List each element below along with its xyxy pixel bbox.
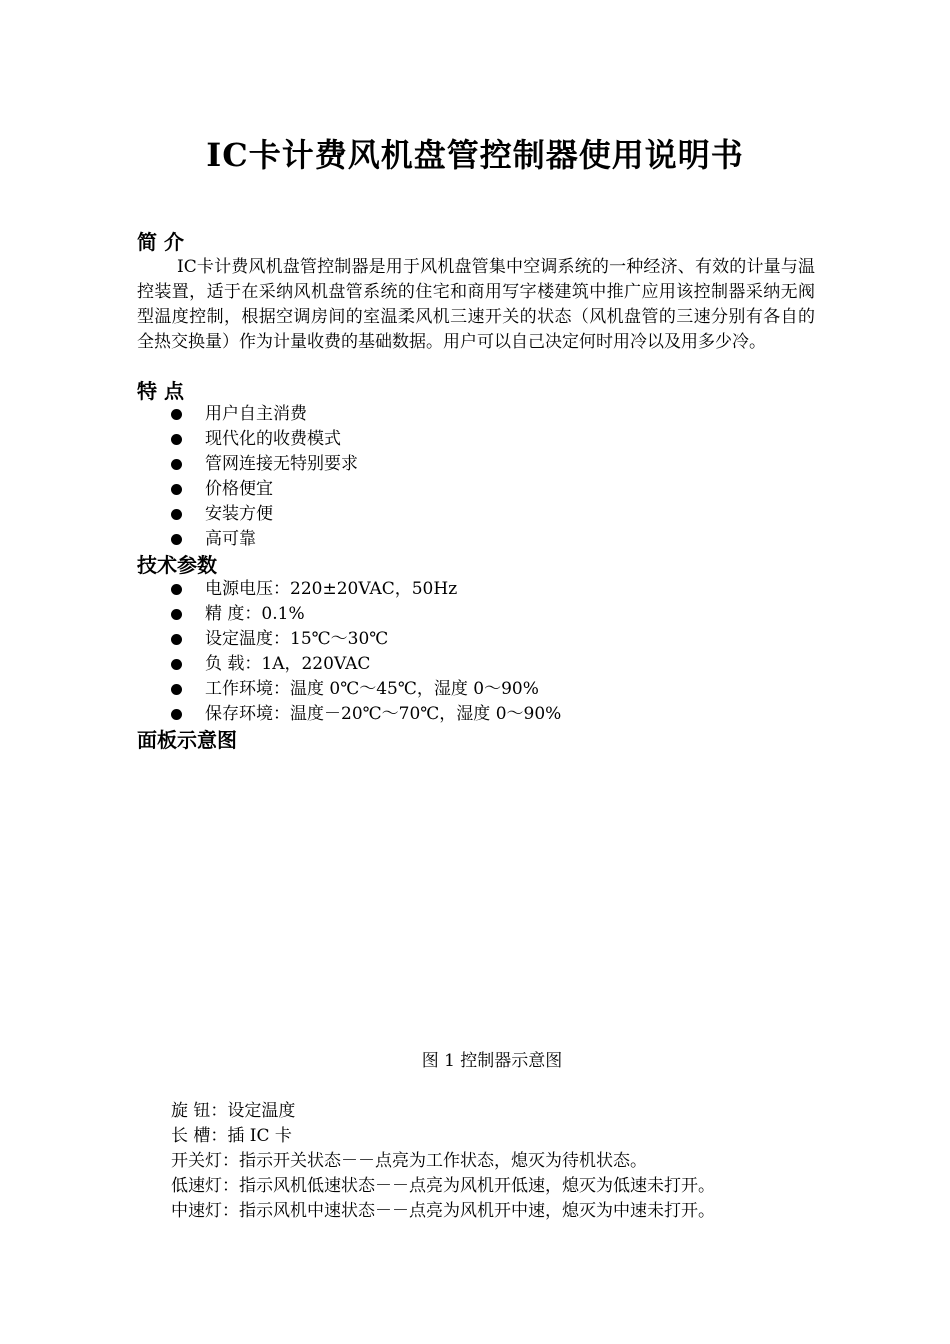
specs-list bbox=[168, 577, 561, 727]
intro-text: IC卡计费风机盘管控制器是用于风机盘管集中空调系统的一种经济、有效的计量与温控装置，适于在采纳风机盘管系统的住宅和商用写字楼建筑中推广应用该控制器采纳无阀型温度控制，根据空调房间的室温柔风机三速开关的状态（风机盘管的三速分别有各自的全热交换量）作为计量收费的基础数据。用户可以自己决定何时用冷以及用多少冷。 bbox=[137, 257, 815, 352]
features-heading: 特 点 bbox=[137, 379, 184, 403]
bullet-icon bbox=[171, 484, 182, 495]
note-item: 长 槽：插 IC 卡 bbox=[171, 1126, 292, 1146]
feature-text: 高可靠 bbox=[205, 529, 256, 549]
bullet-icon bbox=[171, 409, 182, 420]
bullet-icon bbox=[171, 534, 182, 545]
list-item bbox=[168, 452, 358, 477]
note-item: 中速灯：指示风机中速状态－－点亮为风机开中速，熄灭为中速未打开。 bbox=[171, 1201, 715, 1221]
specs-heading: 技术参数 bbox=[137, 553, 217, 577]
list-item bbox=[168, 527, 358, 552]
list-item bbox=[168, 477, 358, 502]
spec-text: 设定温度：15℃～30℃ bbox=[205, 629, 389, 649]
list-item bbox=[168, 702, 561, 727]
figure-caption: 图 1 控制器示意图 bbox=[421, 1051, 563, 1071]
document-title: IC卡计费风机盘管控制器使用说明书 bbox=[206, 136, 744, 174]
bullet-icon bbox=[171, 634, 182, 645]
note-item: 旋 钮：设定温度 bbox=[171, 1101, 296, 1121]
note-item: 低速灯：指示风机低速状态－－点亮为风机开低速，熄灭为低速未打开。 bbox=[171, 1176, 715, 1196]
spec-text: 保存环境：温度－20℃～70℃，湿度 0～90% bbox=[205, 704, 562, 724]
list-item bbox=[168, 602, 561, 627]
note-item: 开关灯：指示开关状态－－点亮为工作状态，熄灭为待机状态。 bbox=[171, 1151, 647, 1171]
spec-text: 负 载：1A，220VAC bbox=[205, 654, 371, 674]
bullet-icon bbox=[171, 709, 182, 720]
feature-text: 用户自主消费 bbox=[205, 404, 307, 424]
list-item bbox=[168, 677, 561, 702]
spec-text: 电源电压：220±20VAC，50Hz bbox=[205, 579, 458, 599]
spec-text: 精 度：0.1% bbox=[205, 604, 305, 624]
bullet-icon bbox=[171, 684, 182, 695]
bullet-icon bbox=[171, 609, 182, 620]
features-list bbox=[168, 402, 358, 552]
list-item bbox=[168, 402, 358, 427]
bullet-icon bbox=[171, 459, 182, 470]
feature-text: 管网连接无特别要求 bbox=[205, 454, 358, 474]
bullet-icon bbox=[171, 434, 182, 445]
spec-text: 工作环境：温度 0℃～45℃，湿度 0～90% bbox=[205, 679, 539, 699]
intro-heading: 简 介 bbox=[137, 230, 184, 254]
list-item bbox=[168, 502, 358, 527]
feature-text: 现代化的收费模式 bbox=[205, 429, 341, 449]
bullet-icon bbox=[171, 509, 182, 520]
list-item bbox=[168, 577, 561, 602]
figure-placeholder bbox=[137, 760, 815, 1040]
panel-heading: 面板示意图 bbox=[137, 728, 237, 752]
panel-notes bbox=[171, 1099, 715, 1224]
feature-text: 价格便宜 bbox=[205, 479, 273, 499]
bullet-icon bbox=[171, 659, 182, 670]
list-item bbox=[168, 652, 561, 677]
bullet-icon bbox=[171, 584, 182, 595]
feature-text: 安装方便 bbox=[205, 504, 273, 524]
list-item bbox=[168, 627, 561, 652]
list-item bbox=[168, 427, 358, 452]
intro-paragraph bbox=[137, 255, 815, 355]
